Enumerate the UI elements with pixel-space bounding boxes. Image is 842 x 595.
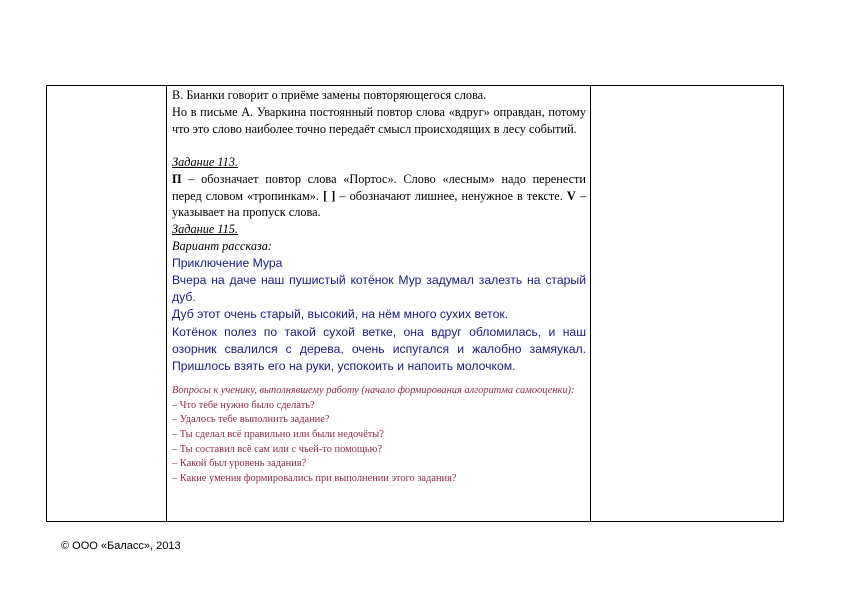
question-item: – Какие умения формировались при выполнении этого задания? (172, 473, 457, 485)
story-line: Котёнок полез по такой сухой ветке, она вдруг обломилась, и наш озорник свалился с дерева, очень испугался и жалобно замяукал. Пришлось взять его на руки, успокоить и напоить молочком. (172, 324, 586, 373)
story-block (172, 255, 586, 375)
question-item: – Удалось тебе выполнить задание? (172, 414, 330, 426)
copyright-footer: © ООО «Баласс», 2013 (61, 540, 181, 552)
story-title: Приключение Мура (172, 256, 283, 271)
omission-mark-symbol: V (566, 188, 576, 203)
story-line: Дуб этот очень старый, высокий, на нём много сухих веток. (172, 307, 509, 322)
column-divider-right (590, 86, 591, 521)
story-line: Вчера на даче наш пушистый котёнок Мур задумал залезть на старый дуб. (172, 273, 586, 305)
paragraph-bianki: В. Бианки говорит о приёме замены повторяющегося слова. (172, 88, 487, 102)
questions-intro: Вопросы к ученику, выполнявшему работу (начало формирования алгоритма самооценки): (172, 384, 575, 396)
task-115-heading: Задание 115. (172, 222, 238, 237)
question-item: – Что тебе нужно было сделать? (172, 399, 315, 411)
question-item: – Ты сделал всё правильно или были недочёты? (172, 428, 384, 440)
self-assessment-questions (172, 384, 586, 487)
question-item: – Ты составил всё сам или с чьей-то помощью? (172, 443, 382, 455)
paragraph-uvarkin: Но в письме А. Уваркина постоянный повтор слова «вдруг» оправдан, потому что это слово наиболее точно передаёт смысл происходящих в лесу событий. (172, 104, 586, 136)
variant-label: Вариант рассказа: (172, 239, 273, 254)
column-divider-left (166, 86, 167, 521)
content-cell (172, 87, 586, 487)
task-113-text: П – обозначает повтор слова «Портос». Слово «лесным» надо перенести перед словом «тропинкам». [ ] – обозначают лишнее, ненужное в тексте. V – указывает на пропуск слова. (172, 171, 586, 220)
bracket-mark-symbol: [ ] (323, 188, 336, 203)
repeat-mark-symbol: П (172, 171, 182, 186)
lesson-table (46, 85, 784, 522)
question-item: – Какой был уровень задания? (172, 458, 307, 470)
task-113-heading: Задание 113. (172, 154, 238, 169)
